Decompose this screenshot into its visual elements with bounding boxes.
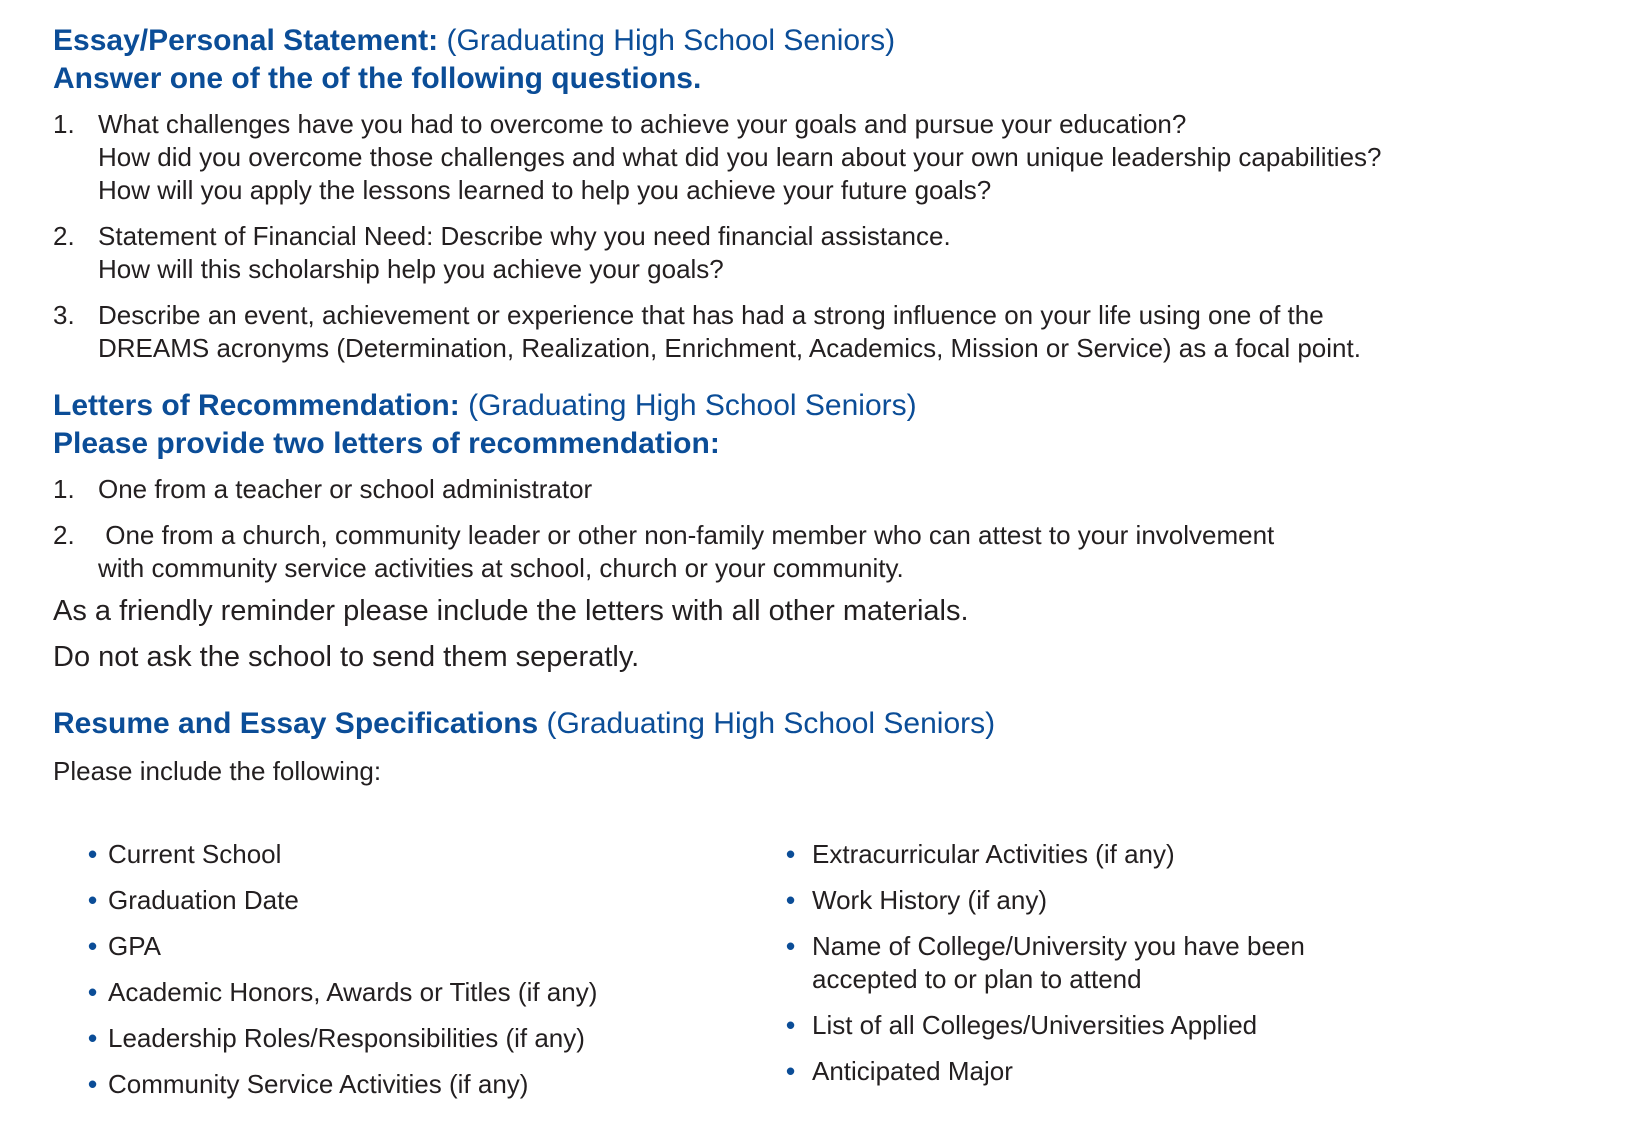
bullet-icon: • (88, 885, 98, 915)
requirement-text: Community Service Activities (if any) (108, 1069, 529, 1099)
resume-requirements (88, 838, 1588, 1108)
bullet-icon: • (88, 839, 98, 869)
requirements-right-column (786, 838, 1305, 1101)
list-item (53, 108, 1610, 207)
bullet-icon: • (88, 931, 98, 961)
requirements-left-column (88, 838, 597, 1114)
letter-line: One from a teacher or school administrator (98, 474, 593, 504)
list-item (88, 976, 597, 1009)
list-item (88, 1022, 597, 1055)
essay-question-list (53, 108, 1610, 365)
question-line: DREAMS acronyms (Determination, Realization, Enrichment, Academics, Mission or Service) as a focal point. (98, 333, 1361, 363)
letters-instruction: Please provide two letters of recommendation: (53, 427, 720, 460)
question-line: Describe an event, achievement or experience that has had a strong influence on your life using one of the (98, 300, 1324, 330)
list-item (786, 1009, 1305, 1042)
requirement-text: Current School (108, 839, 282, 869)
list-number: 2. (53, 221, 75, 251)
letters-section (53, 387, 1610, 677)
question-line: Statement of Financial Need: Describe why you need financial assistance. (98, 221, 951, 251)
bullet-icon: • (88, 1069, 98, 1099)
requirement-text: Name of College/University you have been (812, 931, 1305, 961)
list-item (88, 1068, 597, 1101)
list-item (53, 299, 1610, 365)
list-item (53, 473, 1610, 506)
question-line: How did you overcome those challenges and what did you learn about your own unique leadership capabilities? (98, 142, 1382, 172)
list-number: 1. (53, 109, 75, 139)
resume-title-paren: (Graduating High School Seniors) (546, 707, 996, 740)
requirement-text: Leadership Roles/Responsibilities (if any) (108, 1023, 585, 1053)
requirement-text: Academic Honors, Awards or Titles (if any) (108, 977, 598, 1007)
list-item (88, 884, 597, 917)
bullet-icon: • (786, 1056, 796, 1086)
list-item (88, 838, 597, 871)
letters-heading (53, 387, 1610, 425)
letter-line: with community service activities at school, church or your community. (98, 553, 904, 583)
letters-title-paren: (Graduating High School Seniors) (468, 389, 917, 422)
bullet-icon: • (786, 931, 796, 961)
bullet-icon: • (786, 839, 796, 869)
requirement-text: GPA (108, 931, 161, 961)
essay-title: Essay/Personal Statement: (53, 24, 439, 57)
essay-heading (53, 22, 1610, 60)
list-number: 2. (53, 520, 75, 550)
resume-heading (53, 705, 1610, 743)
bullet-icon: • (786, 885, 796, 915)
requirement-text: Graduation Date (108, 885, 299, 915)
essay-title-paren: (Graduating High School Seniors) (446, 24, 896, 57)
resume-intro: Please include the following: (53, 756, 382, 786)
bullet-icon: • (786, 1010, 796, 1040)
bullet-icon: • (88, 1023, 98, 1053)
list-number: 1. (53, 474, 75, 504)
list-item (53, 220, 1610, 286)
essay-instruction: Answer one of the of the following questions. (53, 62, 702, 95)
bullet-icon: • (88, 977, 98, 1007)
question-line: How will you apply the lessons learned to help you achieve your future goals? (98, 175, 992, 205)
list-item (786, 838, 1305, 871)
requirement-text: List of all Colleges/Universities Applied (812, 1010, 1258, 1040)
question-line: How will this scholarship help you achieve your goals? (98, 254, 724, 284)
reminder-line: Do not ask the school to send them seperatly. (53, 641, 640, 673)
list-item (88, 930, 597, 963)
list-item (786, 1055, 1305, 1088)
reminder-line: As a friendly reminder please include the letters with all other materials. (53, 595, 969, 627)
requirement-text: Anticipated Major (812, 1056, 1013, 1086)
essay-section (53, 22, 1610, 378)
letters-list (53, 473, 1610, 585)
list-number: 3. (53, 300, 75, 330)
requirement-text: Extracurricular Activities (if any) (812, 839, 1175, 869)
requirement-text: Work History (if any) (812, 885, 1047, 915)
list-item (786, 930, 1305, 996)
resume-section (53, 705, 1610, 788)
list-item (786, 884, 1305, 917)
list-item (53, 519, 1610, 585)
requirement-text: accepted to or plan to attend (812, 964, 1142, 994)
resume-title: Resume and Essay Specifications (53, 707, 539, 740)
letters-title: Letters of Recommendation: (53, 389, 460, 422)
letter-line: One from a church, community leader or other non-family member who can attest to your involvement (98, 520, 1275, 550)
question-line: What challenges have you had to overcome to achieve your goals and pursue your education? (98, 109, 1187, 139)
